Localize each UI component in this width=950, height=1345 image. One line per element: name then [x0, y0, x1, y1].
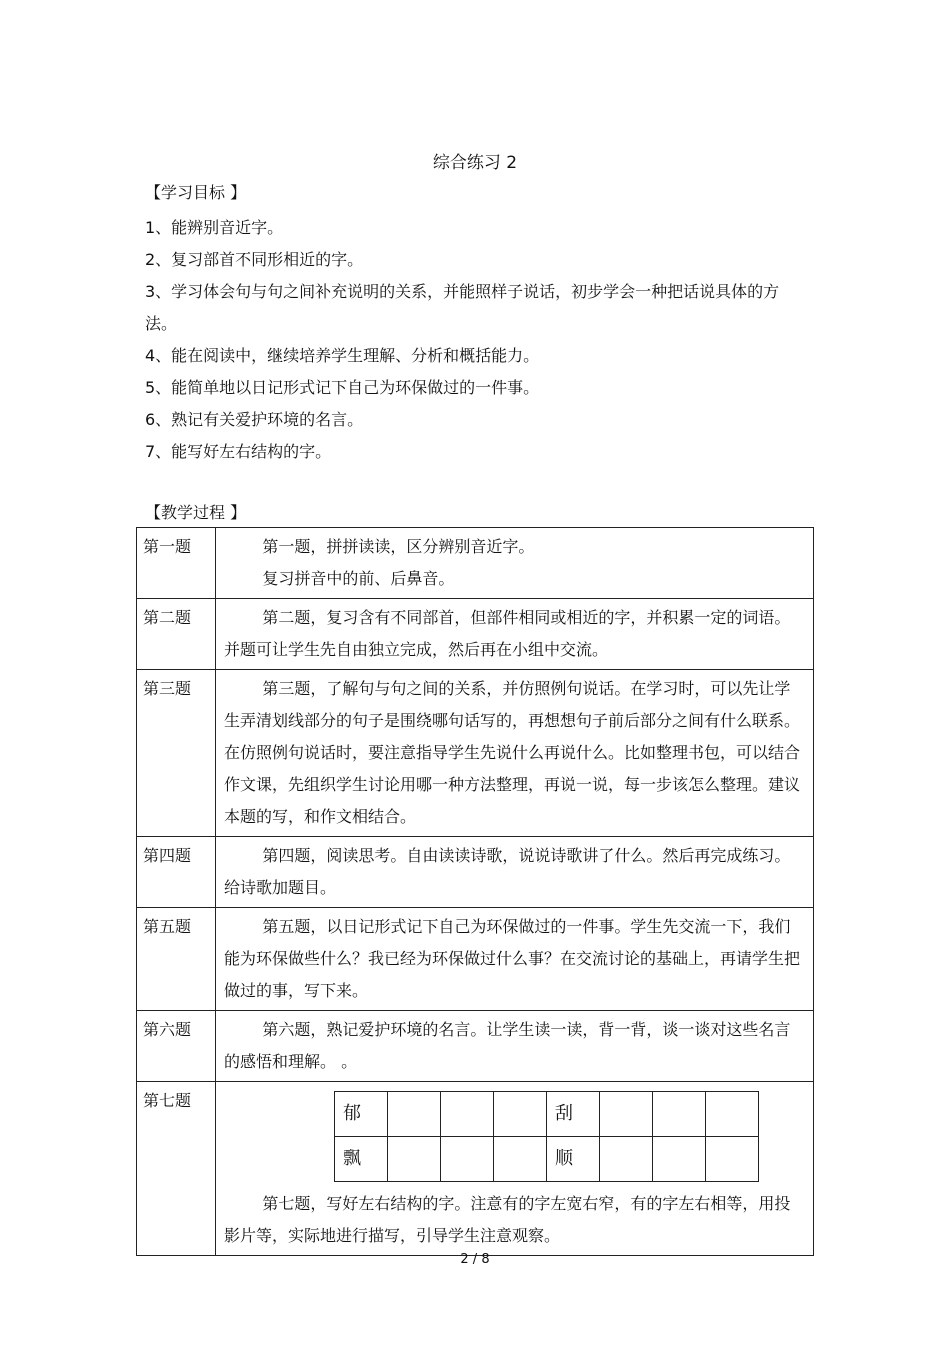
body-paragraph: 第四题，阅读思考。自由读读诗歌，说说诗歌讲了什么。然后再完成练习。给诗歌加题目。	[224, 846, 791, 897]
goals-heading: 【学习目标 】	[145, 183, 247, 202]
process-table	[136, 527, 814, 1256]
question-body	[216, 837, 814, 908]
goal-item: 3、学习体会句与句之间补充说明的关系，并能照样子说话，初步学会一种把话说具体的方法。	[145, 282, 780, 333]
grid-cell	[653, 1092, 706, 1137]
body-paragraph: 第六题，熟记爱护环境的名言。让学生读一读，背一背，谈一谈对这些名言的感悟和理解。 。	[224, 1020, 791, 1071]
body-paragraph: 第七题，写好左右结构的字。注意有的字左宽右窄，有的字左右相等，用投影片等，实际地进行描写，引导学生注意观察。	[224, 1194, 791, 1245]
grid-cell	[441, 1137, 494, 1182]
grid-cell	[600, 1137, 653, 1182]
goal-item: 6、熟记有关爱护环境的名言。	[145, 410, 364, 429]
question-label: 第五题	[137, 908, 216, 1011]
question-body	[216, 1011, 814, 1082]
grid-row	[335, 1137, 759, 1182]
body-paragraph: 第二题，复习含有不同部首，但部件相同或相近的字，并积累一定的词语。并题可让学生先自由独立完成，然后再在小组中交流。	[224, 608, 791, 659]
goal-item: 2、复习部首不同形相近的字。	[145, 250, 364, 269]
table-row	[137, 1011, 814, 1082]
goal-item: 7、能写好左右结构的字。	[145, 442, 332, 461]
question-label: 第二题	[137, 599, 216, 670]
body-paragraph: 复习拼音中的前、后鼻音。	[262, 569, 455, 588]
body-paragraph: 第五题，以日记形式记下自己为环保做过的一件事。学生先交流一下，我们能为环保做些什么？我已经为环保做过什么事？在交流讨论的基础上，再请学生把做过的事，写下来。	[224, 917, 801, 1000]
grid-cell: 刮	[547, 1092, 600, 1137]
grid-cell: 郁	[335, 1092, 388, 1137]
table-row	[137, 670, 814, 837]
table-row	[137, 908, 814, 1011]
question-body	[216, 908, 814, 1011]
writing-grid	[334, 1091, 759, 1182]
question-label: 第四题	[137, 837, 216, 908]
page-number: 2 / 8	[460, 1252, 490, 1267]
body-paragraph: 第一题，拼拼读读，区分辨别音近字。	[262, 537, 535, 556]
grid-cell	[706, 1137, 759, 1182]
goal-item: 1、能辨别音近字。	[145, 218, 284, 237]
question-label: 第一题	[137, 528, 216, 599]
question-label: 第三题	[137, 670, 216, 837]
table-row	[137, 1082, 814, 1256]
table-row	[137, 528, 814, 599]
question-body	[216, 528, 814, 599]
grid-cell	[388, 1137, 441, 1182]
grid-cell: 飘	[335, 1137, 388, 1182]
table-row	[137, 837, 814, 908]
grid-cell	[494, 1137, 547, 1182]
table-row	[137, 599, 814, 670]
grid-cell: 顺	[547, 1137, 600, 1182]
goal-item: 5、能简单地以日记形式记下自己为环保做过的一件事。	[145, 378, 540, 397]
question-body	[216, 599, 814, 670]
goal-item: 4、能在阅读中，继续培养学生理解、分析和概括能力。	[145, 346, 540, 365]
grid-row	[335, 1092, 759, 1137]
body-paragraph: 第三题，了解句与句之间的关系，并仿照例句说话。在学习时，可以先让学生弄清划线部分的句子是围绕哪句话写的，再想想句子前后部分之间有什么联系。在仿照例句说话时，要注意指导学生先说什么再说什么。比如整理书包，可以结合作文课，先组织学生讨论用哪一种方法整理，再说一说，每一步该怎么整理。建议本题的写，和作文相结合。	[224, 679, 801, 826]
process-heading: 【教学过程 】	[145, 503, 247, 522]
grid-cell	[441, 1092, 494, 1137]
question-label: 第七题	[137, 1082, 216, 1256]
grid-cell	[388, 1092, 441, 1137]
question-label: 第六题	[137, 1011, 216, 1082]
question-body	[216, 1082, 814, 1256]
page-title: 综合练习 2	[432, 153, 518, 173]
grid-cell	[706, 1092, 759, 1137]
grid-cell	[600, 1092, 653, 1137]
grid-cell	[494, 1092, 547, 1137]
goals-list	[145, 212, 785, 468]
grid-cell	[653, 1137, 706, 1182]
question-body	[216, 670, 814, 837]
